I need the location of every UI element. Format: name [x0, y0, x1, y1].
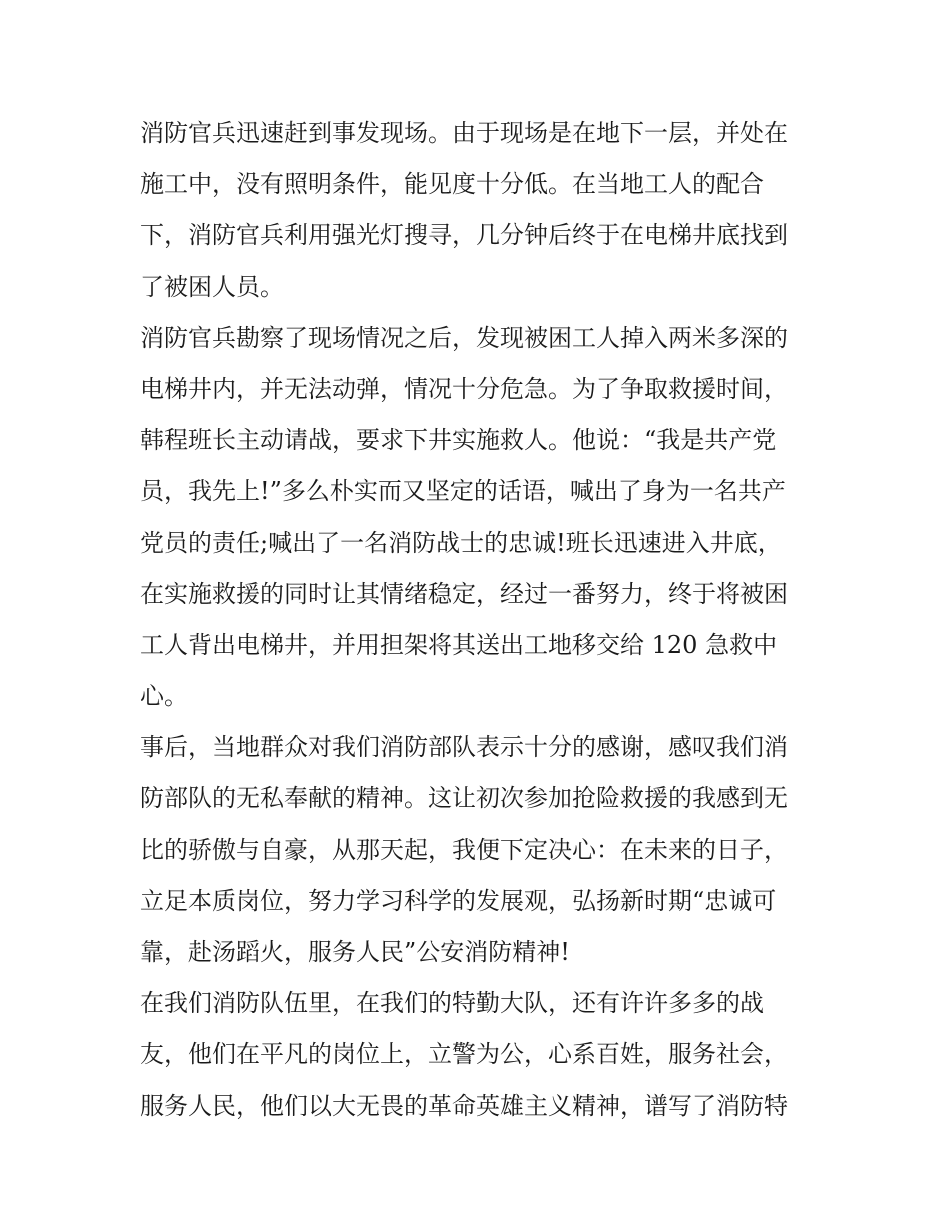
paragraph-line: 事后，当地群众对我们消防部队表示十分的感谢，感叹我们消 — [140, 733, 788, 762]
paragraph-line: 心。 — [140, 682, 188, 711]
paragraph-line: 在我们消防队伍里，在我们的特勤大队，还有许许多多的战 — [140, 989, 764, 1018]
paragraph-line: 靠，赴汤蹈火，服务人民”公安消防精神! — [140, 938, 570, 966]
paragraph-line: 员，我先上!”多么朴实而又坚定的话语，喊出了身为一名共产 — [140, 477, 786, 506]
paragraph-line: 韩程班长主动请战，要求下井实施救人。他说：“我是共产党 — [140, 426, 777, 455]
paragraph-line: 电梯井内，并无法动弹，情况十分危急。为了争取救援时间， — [140, 374, 788, 403]
paragraph-line: 在实施救援的同时让其情绪稳定，经过一番努力，终于将被困 — [140, 579, 788, 608]
paragraph-line: 党员的责任;喊出了一名消防战士的忠诚!班长迅速进入井底， — [140, 528, 782, 557]
paragraph-line: 友，他们在平凡的岗位上，立警为公，心系百姓，服务社会， — [140, 1040, 788, 1069]
paragraph-line: 下，消防官兵利用强光灯搜寻，几分钟后终于在电梯井底找到 — [140, 221, 788, 250]
paragraph-line: 消防官兵勘察了现场情况之后，发现被困工人掉入两米多深的 — [140, 323, 788, 352]
paragraph-line: 工人背出电梯井，并用担架将其送出工地移交给 120 急救中 — [140, 630, 778, 659]
paragraph-line: 服务人民，他们以大无畏的革命英雄主义精神，谱写了消防特 — [140, 1091, 788, 1120]
paragraph-3 — [140, 722, 815, 978]
document-body — [140, 108, 815, 1132]
paragraph-1 — [140, 108, 815, 313]
paragraph-2 — [140, 313, 815, 723]
paragraph-line: 消防官兵迅速赶到事发现场。由于现场是在地下一层，并处在 — [140, 119, 788, 147]
paragraph-line: 了被困人员。 — [140, 272, 284, 301]
paragraph-line: 比的骄傲与自豪，从那天起，我便下定决心：在未来的日子， — [140, 835, 788, 864]
paragraph-line: 施工中，没有照明条件，能见度十分低。在当地工人的配合 — [140, 170, 764, 199]
paragraph-line: 防部队的无私奉献的精神。这让初次参加抢险救援的我感到无 — [140, 784, 788, 813]
paragraph-4 — [140, 978, 815, 1132]
paragraph-line: 立足本质岗位，努力学习科学的发展观，弘扬新时期“忠诚可 — [140, 886, 777, 915]
